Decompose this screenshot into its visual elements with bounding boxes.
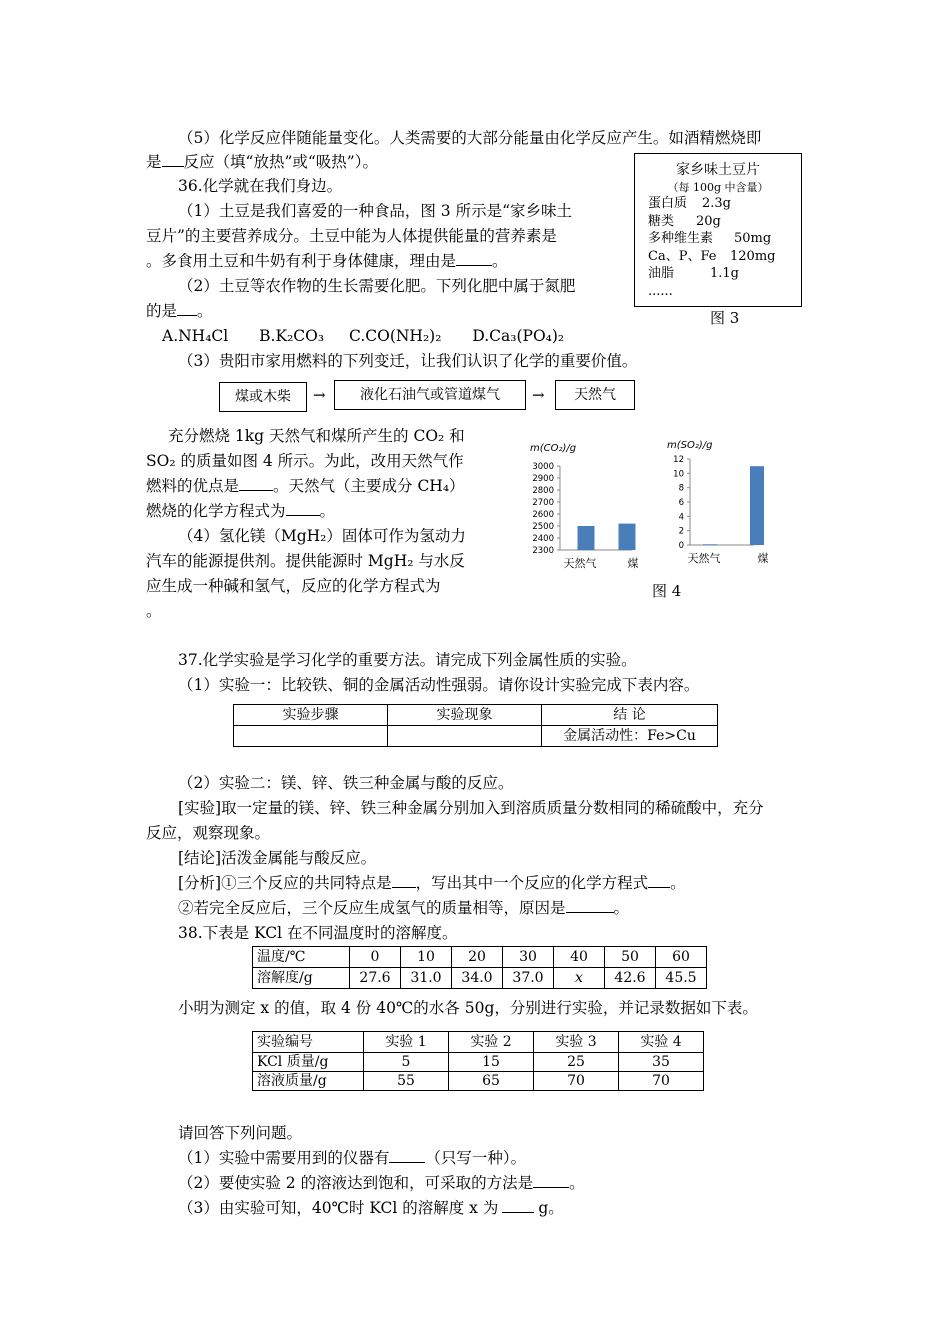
table-header: 实验 2	[449, 1032, 534, 1053]
q37-exp-line1: [实验]取一定量的镁、锌、铁三种金属分别加入到溶质质量分数相同的稀硫酸中，充分	[178, 799, 764, 817]
q36-p3-line1: （3）贵阳市家用燃料的下列变迁，让我们认识了化学的重要价值。	[178, 352, 638, 370]
y-tick-label: 2400	[532, 534, 554, 544]
nutrition-row: 糖类 20g	[648, 213, 721, 229]
q36-p3-line2: 充分燃烧 1kg 天然气和煤所产生的 CO₂ 和	[168, 427, 465, 445]
figure-4-caption: 图 4	[652, 582, 682, 600]
nutrition-ellipsis: ......	[648, 283, 673, 299]
q36-p1-line2: 豆片”的主要营养成分。土豆中能为人体提供能量的营养素是	[146, 227, 557, 245]
flow-box-lpg: 液化石油气或管道煤气	[334, 380, 526, 410]
table-cell: 70	[534, 1072, 619, 1091]
option-a[interactable]: A.NH₄Cl	[162, 327, 229, 345]
q36-p3-line3: SO₂ 的质量如图 4 所示。为此，改用天然气作	[146, 452, 464, 470]
figure-3-caption: 图 3	[710, 309, 740, 327]
nutrition-label-box	[634, 153, 802, 307]
q36-p4-line4: 。	[146, 602, 162, 620]
answer-blank[interactable]	[456, 251, 492, 266]
q38-intro: 小明为测定 x 的值，取 4 份 40℃的水各 50g，分别进行实验，并记录数据如下表。	[178, 999, 758, 1017]
q36-p2-line2: 的是 。	[146, 302, 213, 320]
y-tick-label: 10	[673, 469, 684, 480]
q36-title: 36.化学就在我们身边。	[178, 177, 343, 195]
table-header: 结 论	[542, 705, 718, 726]
kcl-experiment-table	[252, 1031, 704, 1091]
flow-arrow-icon: →	[532, 386, 545, 404]
table-cell-conclusion: 金属活动性：Fe>Cu	[542, 726, 718, 747]
bar-天然气	[703, 544, 717, 545]
flow-box-natural-gas: 天然气	[555, 380, 635, 410]
nutrition-title: 家乡味土豆片	[676, 162, 760, 178]
table-cell: 35	[619, 1053, 704, 1072]
q36-p2-line1: （2）土豆等农作物的生长需要化肥。下列化肥中属于氮肥	[178, 277, 576, 295]
q36-p1-line1: （1）土豆是我们喜爱的一种食品，图 3 所示是“家乡味土	[178, 202, 573, 220]
q37-p1: （1）实验一：比较铁、铜的金属活动性强弱。请你设计实验完成下表内容。	[178, 676, 700, 694]
q36-p4-line2: 汽车的能源提供剂。提供能源时 MgH₂ 与水反	[146, 552, 465, 570]
table-cell: 30	[503, 947, 554, 968]
q37-analysis: [分析]①三个反应的共同特点是 ，写出其中一个反应的化学方程式 。	[178, 874, 686, 892]
answer-blank[interactable]	[392, 873, 416, 888]
table-header: 实验编号	[253, 1032, 364, 1053]
table-cell-phenomenon[interactable]	[388, 726, 542, 747]
table-header: 实验步骤	[234, 705, 388, 726]
q37-analysis2: ②若完全反应后，三个反应生成氢气的质量相等，原因是 。	[178, 899, 630, 917]
y-tick-label: 2800	[532, 486, 554, 496]
q37-p2: （2）实验二：镁、锌、铁三种金属与酸的反应。	[178, 774, 514, 792]
table-row	[253, 1032, 704, 1053]
table-cell: 70	[619, 1072, 704, 1091]
x-category-label: 煤	[627, 557, 639, 570]
x-category-label: 天然气	[563, 557, 597, 570]
table-cell: 15	[449, 1053, 534, 1072]
table-cell: 27.6	[350, 968, 401, 989]
answer-blank[interactable]	[566, 898, 614, 913]
table-cell: 5	[364, 1053, 449, 1072]
flow-arrow-icon: →	[313, 386, 326, 404]
table-cell: 34.0	[452, 968, 503, 989]
table-row	[253, 1053, 704, 1072]
q38-a3: （3）由实验可知，40℃时 KCl 的溶解度 x 为 g。	[178, 1199, 564, 1217]
bar-chart-2	[667, 440, 769, 565]
y-tick-label: 12	[673, 455, 684, 465]
answer-blank[interactable]	[533, 1173, 569, 1188]
answer-blank[interactable]	[162, 152, 184, 167]
y-tick-label: 0	[678, 541, 684, 551]
y-tick-label: 2700	[532, 498, 554, 508]
answer-blank[interactable]	[177, 301, 197, 316]
table-cell: 55	[364, 1072, 449, 1091]
q35-p5-line1: （5）化学反应伴随能量变化。人类需要的大部分能量由化学反应产生。如酒精燃烧即	[178, 129, 762, 147]
y-tick-label: 4	[678, 512, 684, 523]
y-tick-label: 2	[678, 526, 684, 537]
table-cell: 0	[350, 947, 401, 968]
bar-天然气	[578, 526, 595, 550]
q36-p4-line1: （4）氢化镁（MgH₂）固体可作为氢动力	[178, 527, 466, 545]
experiment-table	[233, 704, 718, 747]
table-cell: 40	[554, 947, 605, 968]
y-axis-label: m(SO₂)/g	[667, 440, 713, 451]
table-header: 实验 3	[534, 1032, 619, 1053]
bar-煤	[619, 524, 636, 550]
option-d[interactable]: D.Ca₃(PO₄)₂	[472, 327, 565, 345]
figure-4-charts	[520, 438, 790, 578]
answer-blank[interactable]	[239, 476, 273, 491]
table-cell: 42.6	[605, 968, 656, 989]
x-category-label: 天然气	[687, 552, 721, 565]
table-cell: 60	[656, 947, 707, 968]
y-tick-label: 2600	[532, 510, 554, 520]
nutrition-subtitle: （每 100g 中含量）	[667, 181, 769, 194]
nutrition-row: 多种维生素 50mg	[648, 231, 772, 246]
table-row	[234, 705, 718, 726]
y-tick-label: 3000	[532, 462, 554, 472]
answer-blank[interactable]	[389, 1148, 425, 1163]
table-cell: 45.5	[656, 968, 707, 989]
y-tick-label: 8	[678, 483, 684, 494]
nutrition-rows	[648, 195, 775, 300]
table-header: KCl 质量/g	[253, 1053, 364, 1072]
bar-煤	[750, 466, 764, 545]
table-cell: 65	[449, 1072, 534, 1091]
table-row	[253, 947, 707, 968]
q38-a2: （2）要使实验 2 的溶液达到饱和，可采取的方法是 。	[178, 1174, 585, 1192]
table-cell: x	[554, 968, 605, 989]
table-header: 实验现象	[388, 705, 542, 726]
y-tick-label: 6	[678, 498, 684, 508]
flow-box-coal: 煤或木柴	[219, 382, 307, 412]
nutrition-row: 蛋白质 2.3g	[648, 196, 731, 211]
bar-chart-1	[530, 443, 639, 570]
q37-exp-line2: 反应，观察现象。	[146, 824, 271, 842]
q36-p3-line5: 燃烧的化学方程式为 。	[146, 502, 336, 520]
table-cell: 25	[534, 1053, 619, 1072]
x-category-label: 煤	[757, 552, 769, 565]
table-header: 温度/℃	[253, 947, 350, 968]
y-axis-label: m(CO₂)/g	[530, 443, 577, 454]
table-header: 溶液质量/g	[253, 1072, 364, 1091]
y-tick-label: 2500	[532, 522, 554, 532]
y-tick-label: 2900	[532, 474, 554, 484]
q38-title: 38.下表是 KCl 在不同温度时的溶解度。	[178, 924, 458, 942]
nutrition-row: 油脂 1.1g	[648, 266, 739, 281]
table-cell: 20	[452, 947, 503, 968]
table-header: 溶解度/g	[253, 968, 350, 989]
q38-ask: 请回答下列问题。	[178, 1124, 303, 1142]
table-header: 实验 1	[364, 1032, 449, 1053]
table-cell: 10	[401, 947, 452, 968]
q38-a1: （1）实验中需要用到的仪器有 （只写一种）。	[178, 1149, 527, 1167]
answer-blank[interactable]	[502, 1198, 534, 1213]
q36-p1-line3: 。多食用土豆和牛奶有利于身体健康，理由是 。	[146, 252, 508, 270]
q36-p4-line3: 应生成一种碱和氢气，反应的化学方程式为	[146, 577, 441, 595]
nutrition-row: Ca、P、Fe 120mg	[648, 248, 776, 264]
table-row	[253, 1072, 704, 1091]
q36-options	[162, 325, 564, 347]
table-cell: 31.0	[401, 968, 452, 989]
answer-blank[interactable]	[648, 873, 670, 888]
option-c[interactable]: C.CO(NH₂)₂	[349, 327, 442, 345]
y-tick-label: 2300	[532, 546, 554, 556]
answer-blank[interactable]	[286, 501, 320, 516]
table-cell: 50	[605, 947, 656, 968]
table-header: 实验 4	[619, 1032, 704, 1053]
table-row	[253, 968, 707, 989]
q35-p5-line2: 是 反应（填“放热”或“吸热”）。	[146, 153, 378, 171]
solubility-table	[252, 946, 707, 989]
q37-conclusion: [结论]活泼金属能与酸反应。	[178, 849, 377, 867]
table-cell: 37.0	[503, 968, 554, 989]
option-b[interactable]: B.K₂CO₃	[259, 327, 325, 345]
table-row	[234, 726, 718, 747]
table-cell-steps[interactable]	[234, 726, 388, 747]
q37-title: 37.化学实验是学习化学的重要方法。请完成下列金属性质的实验。	[178, 651, 637, 669]
q36-p3-line4: 燃料的优点是 。天然气（主要成分 CH₄）	[146, 477, 465, 495]
